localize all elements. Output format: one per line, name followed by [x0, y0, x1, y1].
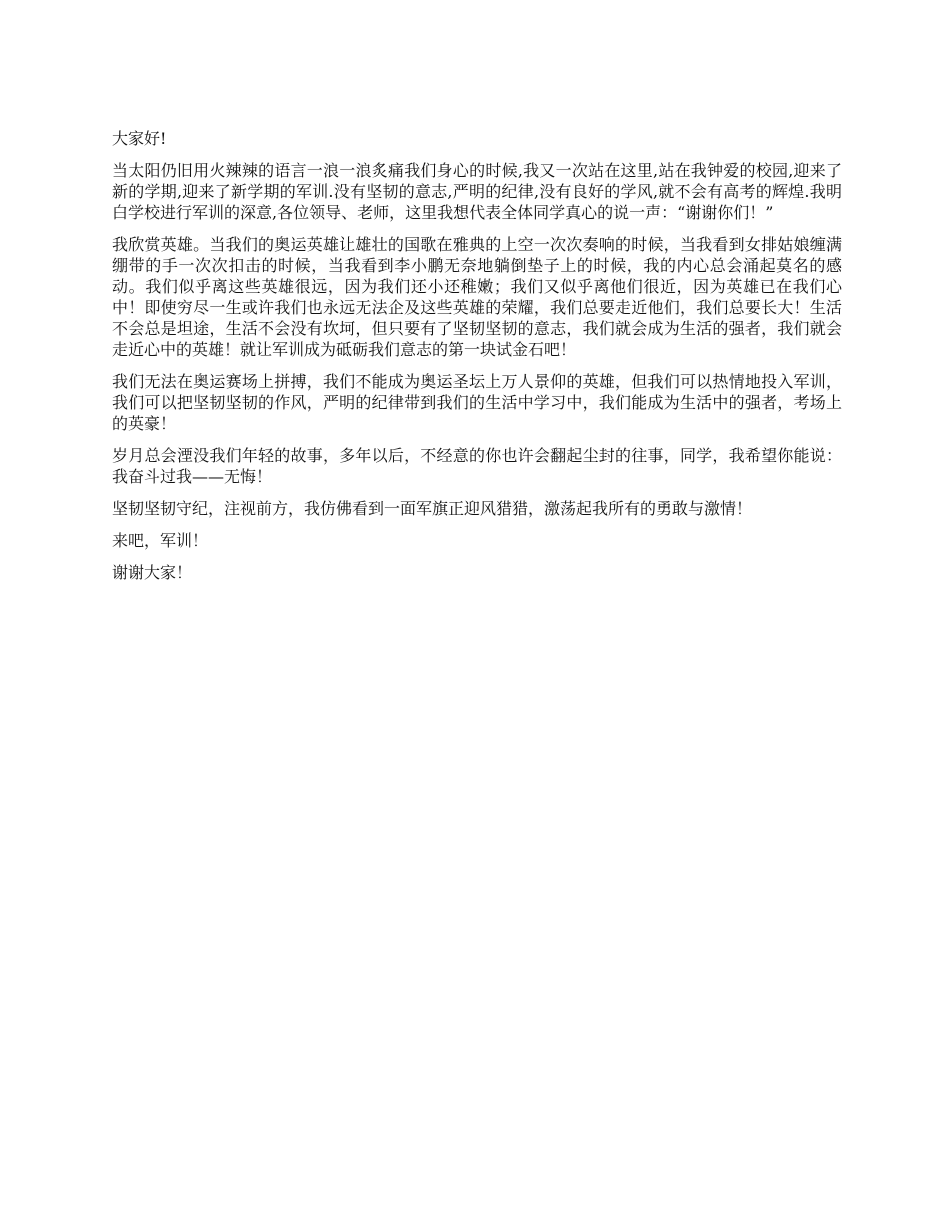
paragraph: 我欣赏英雄。当我们的奥运英雄让雄壮的国歌在雅典的上空一次次奏响的时候，当我看到女排姑娘缠满绷带的手一次次扣击的时候，当我看到李小鹏无奈地躺倒垫子上的时候，我的内心总会涌起莫名的感动。我们似乎离这些英雄很远，因为我们还小还稚嫩；我们又似乎离他们很近，因为英雄已在我们心中！即使穷尽一生或许我们也永远无法企及这些英雄的荣耀，我们总要走近他们，我们总要长大！生活不会总是坦途，生活不会没有坎坷，但只要有了坚韧坚韧的意志，我们就会成为生活的强者，我们就会走近心中的英雄！就让军训成为砥砺我们意志的第一块试金石吧！	[112, 235, 842, 359]
paragraph: 当太阳仍旧用火辣辣的语言一浪一浪炙痛我们身心的时候,我又一次站在这里,站在我钟爱的校园,迎来了新的学期,迎来了新学期的军训.没有坚韧的意志,严明的纪律,没有良好的学风,就不会有高考的辉煌.我明白学校进行军训的深意,各位领导、老师，这里我想代表全体同学真心的说一声：“谢谢你们！”	[112, 161, 842, 222]
thanks-paragraph: 谢谢大家！	[112, 563, 193, 582]
paragraph: 我们无法在奥运赛场上拼搏，我们不能成为奥运圣坛上万人景仰的英雄，但我们可以热情地投入军训，我们可以把坚韧坚韧的作风，严明的纪律带到我们的生活中学习中，我们能成为生活中的强者，考场上的英豪！	[112, 372, 842, 433]
paragraph: 坚韧坚韧守纪，注视前方，我仿佛看到一面军旗正迎风猎猎，激荡起我所有的勇敢与激情！	[112, 499, 753, 518]
paragraph: 岁月总会湮没我们年轻的故事，多年以后，不经意的你也许会翻起尘封的往事，同学，我希望你能说：我奋斗过我——无悔！	[112, 446, 842, 486]
closing-paragraph: 来吧，军训！	[112, 531, 209, 550]
document-body	[112, 128, 842, 594]
greeting-paragraph: 大家好!	[112, 129, 167, 148]
